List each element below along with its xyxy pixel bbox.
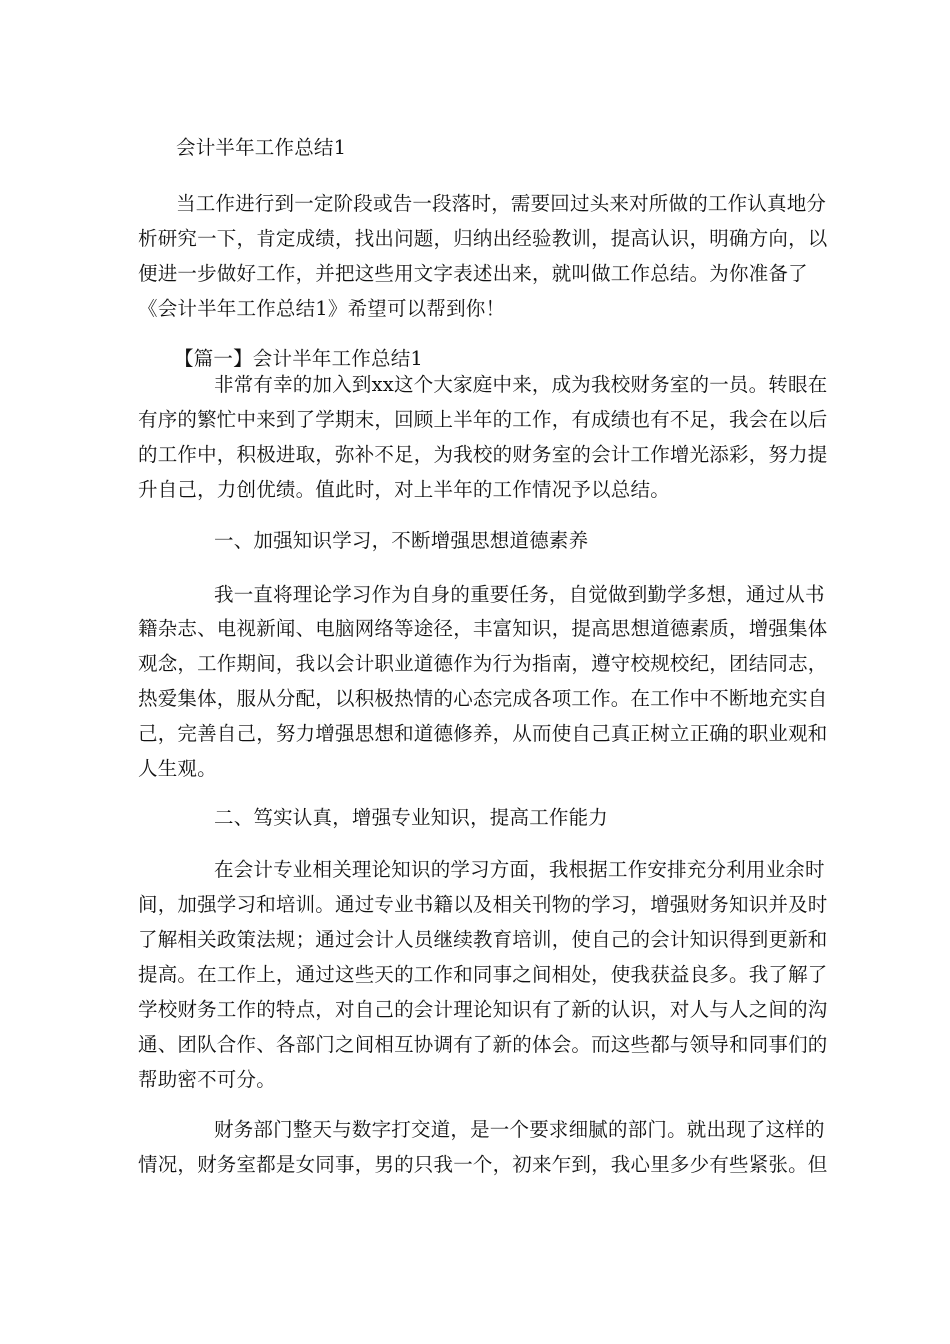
para4-line-2: 情况，财务室都是女同事，男的只我一个，初来乍到，我心里多少有些紧张。但 [138, 1153, 828, 1176]
para1-line-4: 升自己，力创优绩。值此时，对上半年的工作情况予以总结。 [138, 478, 670, 501]
section2-heading: 二、笃实认真，增强专业知识，提高工作能力 [214, 806, 609, 829]
para3-line-2: 间，加强学习和培训。通过专业书籍以及相关刊物的学习，增强财务知识并及时 [138, 893, 828, 916]
intro-line-2: 析研究一下，肯定成绩，找出问题，归纳出经验教训，提高认识，明确方向，以 [138, 227, 828, 250]
intro-line-3: 便进一步做好工作，并把这些用文字表述出来，就叫做工作总结。为你准备了 [138, 262, 808, 285]
para3-line-3: 了解相关政策法规；通过会计人员继续教育培训，使自己的会计知识得到更新和 [138, 928, 828, 951]
para1-line-3: 的工作中，积极进取，弥补不足，为我校的财务室的会计工作增光添彩，努力提 [138, 443, 828, 466]
para2-line-3: 观念，工作期间，我以会计职业道德作为行为指南，遵守校规校纪，团结同志， [138, 652, 828, 675]
para3-line-5: 学校财务工作的特点，对自己的会计理论知识有了新的认识，对人与人之间的沟 [138, 998, 828, 1021]
part-title: 【篇一】会计半年工作总结1 [174, 347, 424, 370]
para2-line-6: 人生观。 [138, 757, 217, 780]
para3-line-4: 提高。在工作上，通过这些天的工作和同事之间相处，使我获益良多。我了解了 [138, 963, 828, 986]
para2-line-2: 籍杂志、电视新闻、电脑网络等途径，丰富知识，提高思想道德素质，增强集体 [138, 617, 828, 640]
para3-line-1: 在会计专业相关理论知识的学习方面，我根据工作安排充分利用业余时 [214, 858, 825, 881]
para2-line-5: 己，完善自己，努力增强思想和道德修养，从而使自己真正树立正确的职业观和 [138, 722, 828, 745]
intro-line-4: 《会计半年工作总结1》希望可以帮到你！ [138, 297, 506, 320]
para3-line-6: 通、团队合作、各部门之间相互协调有了新的体会。而这些都与领导和同事们的 [138, 1033, 828, 1056]
para3-line-7: 帮助密不可分。 [138, 1068, 276, 1091]
para2-line-4: 热爱集体，服从分配，以积极热情的心态完成各项工作。在工作中不断地充实自 [138, 687, 828, 710]
intro-line-1: 当工作进行到一定阶段或告一段落时，需要回过头来对所做的工作认真地分 [176, 192, 827, 215]
document-title: 会计半年工作总结1 [176, 136, 347, 159]
para4-line-1: 财务部门整天与数字打交道，是一个要求细腻的部门。就出现了这样的 [214, 1118, 825, 1141]
section1-heading: 一、加强知识学习，不断增强思想道德素养 [214, 529, 589, 552]
para1-line-2: 有序的繁忙中来到了学期末，回顾上半年的工作，有成绩也有不足，我会在以后 [138, 408, 828, 431]
para2-line-1: 我一直将理论学习作为自身的重要任务，自觉做到勤学多想，通过从书 [214, 583, 825, 606]
para1-line-1: 非常有幸的加入到xx这个大家庭中来，成为我校财务室的一员。转眼在 [214, 373, 828, 396]
